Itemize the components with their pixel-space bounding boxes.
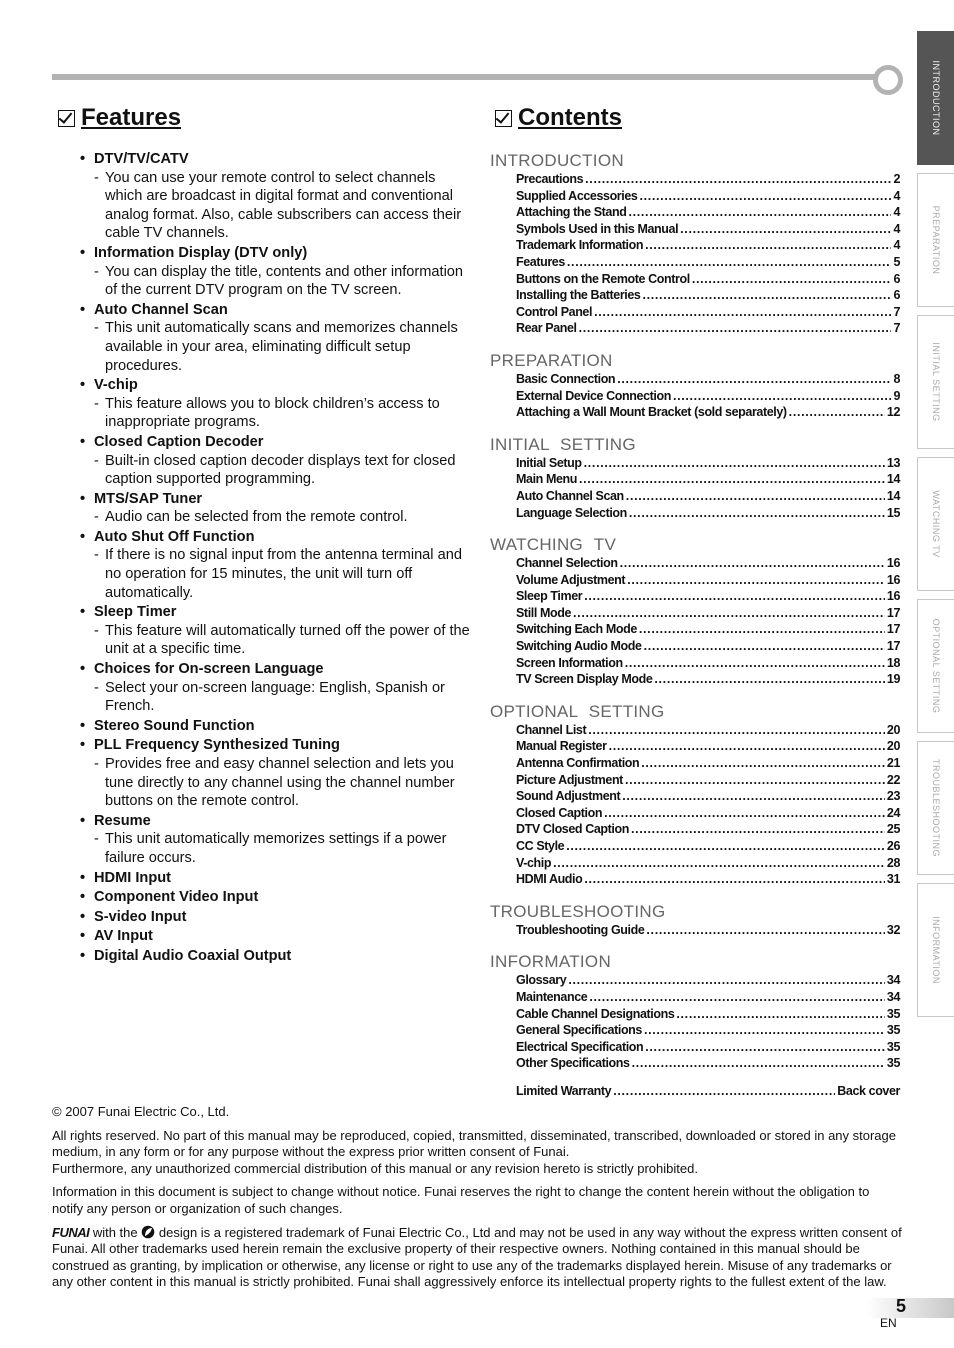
feature-description: - This unit automatically memorizes settings if a power failure occurs. [94, 830, 475, 867]
top-rule [52, 74, 884, 80]
toc-entry[interactable] [516, 638, 900, 655]
bullet-icon: • [80, 490, 86, 507]
toc-leader-dots [584, 871, 885, 888]
toc-entry-page: 19 [886, 672, 900, 687]
toc-entry-label: Screen Information [516, 655, 623, 670]
feature-description: - Select your on-screen language: English, Spanish or French. [94, 679, 475, 716]
bullet-icon: • [80, 244, 86, 261]
feature-title: HDMI Input [94, 869, 172, 886]
toc-leader-dots [594, 304, 891, 321]
toc-leader-dots [625, 772, 885, 789]
toc-entry[interactable] [516, 505, 900, 522]
toc-entry-label: Antenna Confirmation [516, 756, 640, 771]
toc-entry-page: 34 [886, 973, 900, 988]
feature-item [80, 717, 475, 736]
toc-entry[interactable] [516, 388, 900, 405]
toc-section-title: OPTIONAL SETTING [490, 701, 665, 721]
toc-leader-dots [579, 320, 892, 337]
trademark-notice: FUNAI with the design is a registered trademark of Funai Electric Co., Ltd and may not be used in any way without the express written consent of Funai. All other trademarks used herein remain the exclusive property of their respective owners. Nothing contained in this manual should be construed as granting, by implication or otherwise, any license or right to use any of the trademarks displayed herein. Misuse of any trademarks or any other content in this manual is strictly prohibited. Funai shall aggressively enforce its intellectual property rights to the fullest extent of the law. [52, 1224, 902, 1290]
toc-section [490, 901, 900, 939]
toc-entry-page: 17 [886, 639, 900, 654]
toc-leader-dots [553, 855, 885, 872]
toc-entry-page: 17 [886, 605, 900, 620]
toc-entry-label: Electrical Specification [516, 1039, 644, 1054]
toc-entry-label: Initial Setup [516, 455, 582, 470]
rights-notice: All rights reserved. No part of this manual may be reproduced, copied, transmitted, disseminated, transcribed, downloaded or stored in any storage medium, in any form or for any purpose without the express prior written consent of Funai. [52, 1127, 896, 1160]
toc-leader-dots [585, 171, 891, 188]
toc-entry[interactable] [516, 320, 900, 337]
features-heading: Features [58, 104, 181, 132]
toc-entry-label: HDMI Audio [516, 872, 583, 887]
toc-entry[interactable] [516, 471, 900, 488]
toc-entry-page: 4 [893, 205, 900, 220]
toc-leader-dots [692, 271, 892, 288]
toc-entry[interactable] [516, 738, 900, 755]
features-list [80, 150, 475, 967]
toc-entry-page: 31 [886, 872, 900, 887]
table-of-contents [490, 150, 900, 1100]
feature-item [80, 888, 475, 907]
toc-entry[interactable] [516, 371, 900, 388]
toc-leader-dots [631, 821, 885, 838]
toc-leader-dots [642, 287, 891, 304]
toc-entry-label: Troubleshooting Guide [516, 922, 645, 937]
toc-entry-page: 17 [886, 622, 900, 637]
footer [52, 1104, 902, 1298]
toc-leader-dots [568, 972, 885, 989]
toc-section [490, 434, 900, 521]
toc-entry-label: Glossary [516, 973, 567, 988]
toc-entry[interactable] [516, 188, 900, 205]
bullet-icon: • [80, 947, 86, 964]
toc-entry[interactable] [516, 1039, 900, 1056]
toc-entry-label: Limited Warranty [516, 1083, 612, 1098]
toc-leader-dots [654, 671, 885, 688]
feature-item [80, 433, 475, 489]
feature-title: Component Video Input [94, 889, 259, 906]
toc-entry-label: Channel List [516, 722, 587, 737]
toc-entry[interactable] [516, 1022, 900, 1039]
bullet-icon: • [80, 717, 86, 734]
toc-leader-dots [639, 188, 891, 205]
toc-entry[interactable] [516, 304, 900, 321]
toc-entry[interactable] [516, 171, 900, 188]
toc-leader-dots [644, 638, 885, 655]
feature-item [80, 736, 475, 810]
feature-title: MTS/SAP Tuner [94, 490, 203, 507]
toc-entry-page: 22 [886, 772, 900, 787]
feature-item [80, 150, 475, 243]
toc-entry-label: Sleep Timer [516, 589, 583, 604]
toc-leader-dots [641, 755, 885, 772]
feature-description: - Audio can be selected from the remote control. [94, 508, 475, 527]
toc-leader-dots [620, 555, 885, 572]
toc-entry-label: Attaching the Stand [516, 205, 627, 220]
toc-entry-label: Switching Each Mode [516, 622, 637, 637]
toc-leader-dots [609, 738, 885, 755]
toc-entry[interactable] [516, 788, 900, 805]
toc-leader-dots [645, 1039, 885, 1056]
toc-entry[interactable] [516, 221, 900, 238]
language-code: EN [880, 1316, 897, 1330]
toc-entry-label: Main Menu [516, 472, 577, 487]
toc-entry-page: 4 [893, 221, 900, 236]
toc-section-title: INTRODUCTION [490, 151, 624, 170]
toc-entry-page: 20 [886, 739, 900, 754]
feature-item [80, 927, 475, 946]
toc-leader-dots [627, 572, 885, 589]
toc-entry-page: 34 [886, 989, 900, 1004]
toc-entry[interactable] [516, 271, 900, 288]
toc-entry[interactable] [516, 588, 900, 605]
toc-entry-page: 35 [886, 1039, 900, 1054]
toc-section [490, 534, 900, 688]
page-number: 5 [896, 1296, 907, 1316]
feature-item [80, 376, 475, 432]
toc-entry-label: Cable Channel Designations [516, 1006, 675, 1021]
toc-entry[interactable] [516, 855, 900, 872]
feature-description: - Built-in closed caption decoder displays text for closed caption supported programming. [94, 452, 475, 489]
toc-leader-dots [639, 621, 885, 638]
toc-leader-dots [629, 505, 885, 522]
toc-section [490, 701, 900, 888]
feature-title: S-video Input [94, 908, 187, 925]
toc-entry[interactable] [516, 772, 900, 789]
toc-entry-label: TV Screen Display Mode [516, 672, 653, 687]
side-tab-troubleshooting[interactable] [917, 741, 954, 875]
toc-leader-dots [613, 1083, 835, 1100]
feature-item [80, 660, 475, 716]
toc-entry-label: CC Style [516, 839, 565, 853]
toc-entry-label: Manual Register [516, 739, 607, 754]
bullet-icon: • [80, 661, 86, 678]
feature-description: - This unit automatically scans and memorizes channels available in your area, eliminating difficult setup procedures. [94, 319, 475, 375]
bullet-icon: • [80, 301, 86, 318]
toc-section-title: INFORMATION [490, 952, 612, 972]
toc-leader-dots [646, 922, 884, 939]
toc-entry-page: 16 [886, 556, 900, 571]
toc-entry-page: Back cover [837, 1083, 900, 1098]
toc-leader-dots [673, 388, 892, 405]
toc-leader-dots [579, 471, 885, 488]
feature-title: DTV/TV/CATV [94, 151, 189, 167]
toc-entry-label: Basic Connection [516, 371, 616, 386]
toc-entry-label: Channel Selection [516, 556, 618, 571]
toc-leader-dots [644, 1022, 885, 1039]
toc-entry-label: Installing the Batteries [516, 288, 641, 303]
toc-entry-page: 35 [886, 1006, 900, 1021]
toc-leader-dots [622, 788, 885, 805]
toc-entry[interactable] [516, 404, 900, 421]
toc-entry-label: Maintenance [516, 989, 588, 1004]
toc-section-title: WATCHING TV [490, 535, 617, 555]
toc-entry-page: 13 [886, 455, 900, 470]
funai-logo: FUNAI [52, 1224, 90, 1240]
side-tab-label: OPTIONAL SETTING [931, 618, 941, 714]
toc-entry-label: Trademark Information [516, 238, 644, 253]
side-tab-preparation[interactable] [917, 173, 954, 307]
toc-leader-dots [573, 605, 885, 622]
toc-entry[interactable] [516, 1083, 900, 1100]
bullet-icon: • [80, 889, 86, 906]
toc-leader-dots [626, 488, 885, 505]
toc-entry-page: 12 [886, 405, 900, 420]
toc-entry-page: 15 [886, 505, 900, 520]
bullet-icon: • [80, 869, 86, 886]
feature-item [80, 528, 475, 602]
toc-entry-page: 32 [886, 922, 900, 937]
toc-entry-label: External Device Connection [516, 388, 671, 403]
feature-title: Sleep Timer [94, 604, 177, 621]
toc-section-title: PREPARATION [490, 350, 613, 370]
toc-entry[interactable] [516, 922, 900, 939]
feature-description: - Provides free and easy channel selection and lets you tune directly to any channel using the channel number buttons on the remote control. [94, 755, 475, 811]
feature-title: Auto Shut Off Function [94, 528, 255, 545]
rights-notice-2: Furthermore, any unauthorized commercial distribution of this manual or any revision hereto is strictly prohibited. [52, 1160, 698, 1176]
bullet-icon: • [80, 812, 86, 829]
top-rule-circle [873, 65, 903, 95]
toc-entry-label: Attaching a Wall Mount Bracket (sold separately) [516, 405, 787, 420]
bullet-icon: • [80, 151, 86, 167]
toc-entry-page: 14 [886, 472, 900, 487]
toc-entry[interactable] [516, 621, 900, 638]
toc-entry[interactable] [516, 204, 900, 221]
toc-leader-dots [680, 221, 891, 238]
toc-entry-label: General Specifications [516, 1023, 642, 1038]
feature-title: AV Input [94, 928, 153, 945]
side-tab-optional-setting[interactable] [917, 599, 954, 733]
feature-title: Closed Caption Decoder [94, 433, 264, 450]
toc-leader-dots [632, 1055, 885, 1072]
toc-entry-label: V-chip [516, 855, 552, 870]
toc-entry-label: Auto Channel Scan [516, 488, 624, 503]
feature-item [80, 244, 475, 300]
side-tab-label: PREPARATION [931, 205, 941, 275]
toc-entry[interactable] [516, 1006, 900, 1023]
toc-entry[interactable] [516, 838, 900, 855]
toc-entry-page: 6 [893, 271, 900, 286]
toc-leader-dots [588, 722, 885, 739]
toc-entry-label: Closed Caption [516, 805, 603, 820]
toc-entry-page: 7 [893, 321, 900, 336]
toc-entry-page: 4 [893, 188, 900, 203]
bullet-icon: • [80, 928, 86, 945]
toc-entry-label: Symbols Used in this Manual [516, 221, 679, 236]
feature-title: Choices for On-screen Language [94, 661, 324, 678]
toc-leader-dots [628, 204, 891, 221]
bullet-icon: • [80, 737, 86, 754]
feature-description: - You can display the title, contents and other information of the current DTV program on the TV screen. [94, 263, 475, 300]
toc-entry-page: 24 [886, 805, 900, 820]
contents-heading: Contents [495, 104, 622, 132]
toc-entry[interactable] [516, 671, 900, 688]
toc-entry-label: Control Panel [516, 304, 593, 319]
toc-leader-dots [567, 254, 892, 271]
feature-item [80, 490, 475, 527]
bullet-icon: • [80, 377, 86, 394]
toc-section-title: INITIAL SETTING [490, 434, 636, 454]
toc-entry[interactable] [516, 488, 900, 505]
toc-entry[interactable] [516, 605, 900, 622]
toc-entry-page: 18 [886, 655, 900, 670]
side-tabs [917, 31, 954, 1025]
feature-title: Resume [94, 812, 151, 829]
toc-entry-page: 16 [886, 589, 900, 604]
toc-entry-label: Features [516, 254, 565, 269]
feature-item [80, 947, 475, 966]
feature-item [80, 301, 475, 375]
toc-entry[interactable] [516, 821, 900, 838]
toc-entry-page: 26 [886, 839, 900, 853]
toc-entry[interactable] [516, 237, 900, 254]
side-tab-label: INTRODUCTION [931, 60, 941, 136]
toc-entry-page: 16 [886, 572, 900, 587]
page-number-bar [866, 1298, 954, 1318]
side-tab-watching-tv[interactable] [917, 457, 954, 591]
toc-entry-page: 8 [893, 371, 900, 386]
toc-entry-page: 35 [886, 1023, 900, 1038]
toc-entry[interactable] [516, 555, 900, 572]
side-tab-initial-setting[interactable] [917, 315, 954, 449]
toc-entry-label: Picture Adjustment [516, 772, 623, 787]
side-tab-information[interactable] [917, 883, 954, 1017]
toc-entry-label: Sound Adjustment [516, 789, 621, 804]
feature-item [80, 908, 475, 927]
toc-entry-page: 4 [893, 238, 900, 253]
toc-entry-page: 21 [886, 756, 900, 771]
copyright: © 2007 Funai Electric Co., Ltd. [52, 1104, 230, 1119]
toc-entry-page: 28 [886, 855, 900, 870]
feature-description: - This feature will automatically turned off the power of the unit at a specific time. [94, 622, 475, 659]
toc-section [490, 150, 900, 337]
toc-entry[interactable] [516, 254, 900, 271]
toc-entry[interactable] [516, 572, 900, 589]
feature-description: - This feature allows you to block children’s access to inappropriate programs. [94, 395, 475, 432]
feature-item [80, 812, 475, 868]
toc-entry-page: 7 [893, 304, 900, 319]
toc-entry-page: 25 [886, 822, 900, 837]
toc-leader-dots [617, 371, 891, 388]
toc-leader-dots [625, 655, 885, 672]
bullet-icon: • [80, 604, 86, 621]
toc-entry[interactable] [516, 1055, 900, 1072]
change-notice: Information in this document is subject to change without notice. Funai reserves the right to change the content herein without the obligation to notify any person or organization of such changes. [52, 1184, 870, 1216]
toc-leader-dots [589, 989, 885, 1006]
feature-title: Stereo Sound Function [94, 717, 255, 734]
bullet-icon: • [80, 433, 86, 450]
feature-title: Auto Channel Scan [94, 301, 228, 318]
side-tab-label: INFORMATION [931, 916, 941, 984]
toc-entry[interactable] [516, 805, 900, 822]
toc-entry-page: 5 [893, 254, 900, 269]
toc-entry-label: Language Selection [516, 505, 627, 520]
toc-entry-page: 9 [893, 388, 900, 403]
toc-leader-dots [676, 1006, 885, 1023]
toc-leader-dots [645, 237, 891, 254]
toc-entry-page: 23 [886, 789, 900, 804]
toc-entry-label: Volume Adjustment [516, 572, 626, 587]
toc-leader-dots [789, 404, 885, 421]
toc-entry-label: Precautions [516, 172, 584, 186]
toc-leader-dots [604, 805, 885, 822]
toc-entry[interactable] [516, 989, 900, 1006]
side-tab-introduction[interactable] [917, 31, 954, 165]
toc-section-title: TROUBLESHOOTING [490, 901, 666, 921]
toc-entry-label: Other Specifications [516, 1056, 630, 1071]
toc-entry-label: Switching Audio Mode [516, 639, 642, 654]
toc-entry-label: Buttons on the Remote Control [516, 271, 690, 286]
toc-entry-label: Still Mode [516, 605, 572, 620]
toc-entry[interactable] [516, 972, 900, 989]
feature-description: - You can use your remote control to select channels which are broadcast in digital format and conventional analog format. Also, cable subscribers can access their cable TV channels. [94, 169, 475, 243]
toc-entry[interactable] [516, 871, 900, 888]
side-tab-label: INITIAL SETTING [931, 342, 941, 422]
toc-leader-dots [566, 838, 885, 855]
toc-entry[interactable] [516, 655, 900, 672]
toc-entry-page: 35 [886, 1056, 900, 1071]
toc-entry-page: 14 [886, 488, 900, 503]
feature-description: - If there is no signal input from the antenna terminal and no operation for 15 minutes, the unit will turn off automatically. [94, 546, 475, 602]
toc-section [490, 951, 900, 1072]
toc-leader-dots [584, 455, 885, 472]
feature-item [80, 869, 475, 888]
toc-entry-page: 2 [893, 172, 900, 186]
bullet-icon: • [80, 528, 86, 545]
toc-entry[interactable] [516, 455, 900, 472]
feature-item [80, 603, 475, 659]
side-tab-label: TROUBLESHOOTING [931, 758, 941, 858]
side-tab-label: WATCHING TV [931, 490, 941, 558]
toc-section [490, 350, 900, 421]
bullet-icon: • [80, 908, 86, 925]
toc-entry[interactable] [516, 287, 900, 304]
toc-entry-label: DTV Closed Caption [516, 822, 629, 837]
toc-entry-page: 6 [893, 288, 900, 303]
feature-title: Information Display (DTV only) [94, 244, 308, 261]
feature-title: PLL Frequency Synthesized Tuning [94, 737, 340, 754]
toc-entry[interactable] [516, 722, 900, 739]
checkbox-icon [495, 110, 512, 127]
checkbox-icon [58, 110, 75, 127]
toc-entry-page: 20 [886, 722, 900, 737]
toc-entry[interactable] [516, 755, 900, 772]
toc-entry-label: Rear Panel [516, 321, 577, 336]
feature-title: Digital Audio Coaxial Output [94, 947, 292, 964]
feature-title: V-chip [94, 377, 138, 394]
toc-entry-label: Supplied Accessories [516, 188, 638, 203]
funai-leaf-icon [141, 1225, 155, 1239]
toc-leader-dots [584, 588, 885, 605]
